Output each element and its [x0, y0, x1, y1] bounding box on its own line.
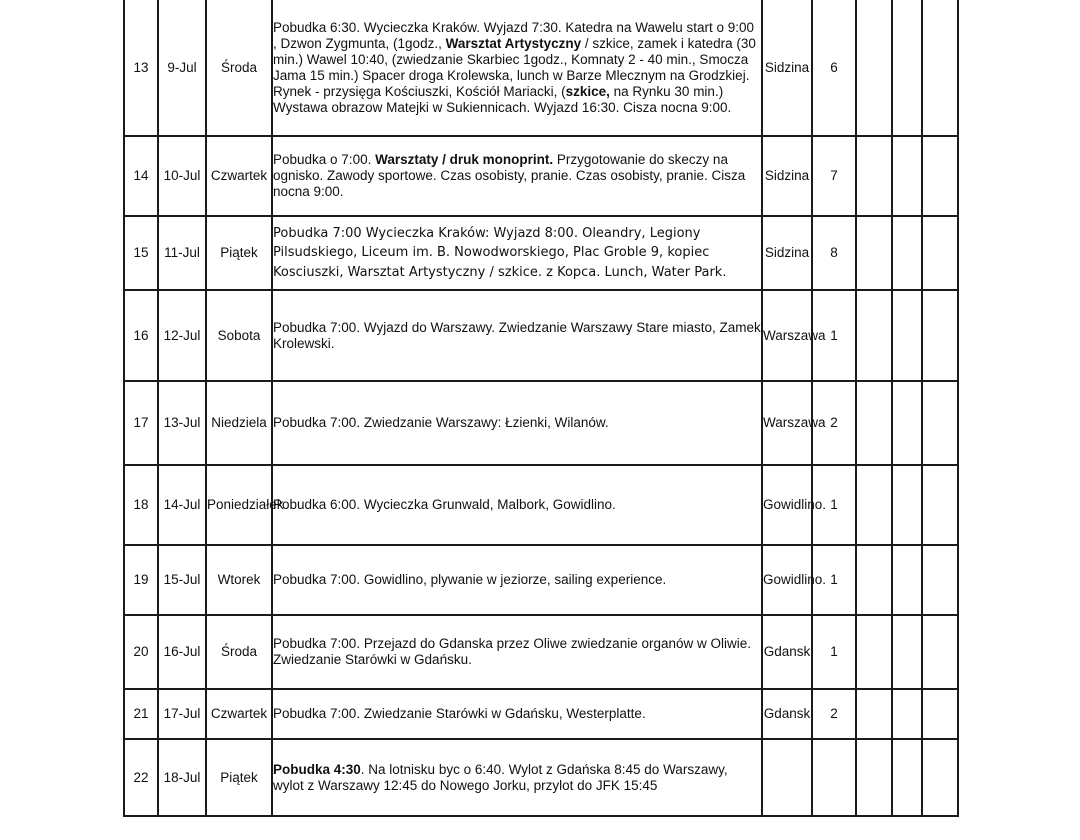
- date-cell: 15-Jul: [158, 545, 206, 615]
- empty-cell: [856, 0, 892, 136]
- empty-cell: [892, 465, 922, 545]
- table-row: [124, 0, 958, 136]
- activity-description: [273, 572, 761, 588]
- empty-cell: [922, 290, 958, 381]
- location-cell: Warszawa: [762, 290, 812, 381]
- count-cell: 7: [812, 136, 856, 216]
- empty-cell: [892, 381, 922, 465]
- empty-cell: [856, 465, 892, 545]
- text-segment: . Na lotnisku byc o 6:40. Wylot z Gdańska 8:45 do Warszawy, wylot z Warszawy 12:45 do Nowego Jorku, przylot do JFK 15:45: [273, 761, 728, 793]
- count-cell: [812, 739, 856, 816]
- empty-cell: [922, 216, 958, 290]
- empty-cell: [892, 739, 922, 816]
- count-cell: 1: [812, 465, 856, 545]
- count-cell: 1: [812, 615, 856, 689]
- day-number-cell: 17: [124, 381, 158, 465]
- bold-text-segment: Warsztat Artystyczny: [445, 35, 582, 51]
- activity-description: [273, 636, 761, 668]
- empty-cell: [892, 290, 922, 381]
- day-number-cell: 16: [124, 290, 158, 381]
- itinerary-rows: [124, 0, 958, 816]
- date-cell: 13-Jul: [158, 381, 206, 465]
- count-cell: 8: [812, 216, 856, 290]
- table-row: [124, 545, 958, 615]
- empty-cell: [856, 545, 892, 615]
- empty-cell: [892, 216, 922, 290]
- weekday-cell: Niedziela: [206, 381, 272, 465]
- text-segment: Pobudka 7:00. Wyjazd do Warszawy. Zwiedzanie Warszawy Stare miasto, Zamek Krolewski.: [273, 319, 761, 351]
- day-number-cell: 15: [124, 216, 158, 290]
- text-segment: Pobudka 7:00. Przejazd do Gdanska przez Oliwe zwiedzanie organów w Oliwie. Zwiedzanie Starówki w Gdańsku.: [273, 636, 751, 667]
- activity-description: [273, 706, 761, 722]
- empty-cell: [922, 545, 958, 615]
- activity-description-cell: [272, 615, 762, 689]
- day-number-cell: 18: [124, 465, 158, 545]
- bold-text-segment: szkice,: [565, 83, 610, 99]
- empty-cell: [856, 216, 892, 290]
- table-row: [124, 136, 958, 216]
- activity-description: [273, 415, 761, 431]
- empty-cell: [856, 739, 892, 816]
- table-row: [124, 689, 958, 739]
- text-segment: Pobudka o 7:00.: [273, 152, 376, 167]
- date-cell: 18-Jul: [158, 739, 206, 816]
- activity-description-cell: [272, 465, 762, 545]
- location-cell: Gowidlino.: [762, 465, 812, 545]
- activity-description: [273, 497, 761, 513]
- count-cell: 6: [812, 0, 856, 136]
- text-segment: Pobudka 6:30. Wycieczka Kraków. Wyjazd 7:30. Katedra na Wawelu start o 9:00 , Dzwon Zygmunta, (1godz.,: [273, 19, 755, 51]
- itinerary-table: [123, 0, 959, 817]
- empty-cell: [856, 689, 892, 739]
- table-row: [124, 381, 958, 465]
- date-cell: 11-Jul: [158, 216, 206, 290]
- table-row: [124, 216, 958, 290]
- activity-description-cell: [272, 136, 762, 216]
- activity-description-cell: [272, 739, 762, 816]
- date-cell: 12-Jul: [158, 290, 206, 381]
- empty-cell: [892, 615, 922, 689]
- text-segment: / szkice, zamek i katedra (30 min.) Wawel 10:40, (zwiedzanie Skarbiec 1godz., Komnaty 2 - 40 min., Smocza Jama 15 min.) Spacer droga Krolewska, lunch w Barze Mlecznym na Grodzkiej. Rynek - przysięga Kościuszki, Kościół Mariacki, (: [273, 35, 756, 99]
- activity-description-cell: [272, 290, 762, 381]
- count-cell: 2: [812, 689, 856, 739]
- activity-description-cell: [272, 545, 762, 615]
- bold-text-segment: Warsztaty / druk monoprint.: [375, 152, 554, 167]
- empty-cell: [892, 136, 922, 216]
- location-cell: Sidzina: [762, 216, 812, 290]
- empty-cell: [856, 136, 892, 216]
- activity-description-cell: [272, 689, 762, 739]
- empty-cell: [892, 689, 922, 739]
- activity-description-cell: [272, 381, 762, 465]
- location-cell: Warszawa: [762, 381, 812, 465]
- count-cell: 1: [812, 290, 856, 381]
- weekday-cell: Piątek: [206, 216, 272, 290]
- location-cell: Sidzina: [762, 136, 812, 216]
- location-cell: Gowidlino.: [762, 545, 812, 615]
- day-number-cell: 13: [124, 0, 158, 136]
- text-segment: Pobudka 7:00 Wycieczka Kraków: Wyjazd 8:00. Oleandry, Legiony Pilsudskiego, Liceum im. B. Nowodworskiego, Plac Groble 9, kopiec Kosciuszki, Warsztat Artystyczny / szkice. z Kopca. Lunch, Water Park.: [273, 225, 727, 280]
- empty-cell: [922, 465, 958, 545]
- location-cell: Gdansk: [762, 689, 812, 739]
- location-cell: [762, 739, 812, 816]
- activity-description: [273, 320, 761, 352]
- empty-cell: [922, 136, 958, 216]
- date-cell: 17-Jul: [158, 689, 206, 739]
- text-segment: Pobudka 7:00. Zwiedzanie Starówki w Gdańsku, Westerplatte.: [273, 706, 646, 721]
- text-segment: Pobudka 7:00. Zwiedzanie Warszawy: Łzienki, Wilanów.: [273, 415, 609, 430]
- activity-description-cell: [272, 0, 762, 136]
- empty-cell: [922, 689, 958, 739]
- weekday-cell: Wtorek: [206, 545, 272, 615]
- bold-text-segment: Pobudka 4:30: [273, 761, 361, 777]
- activity-description: [273, 224, 761, 283]
- activity-description: [273, 762, 761, 794]
- empty-cell: [856, 615, 892, 689]
- weekday-cell: Środa: [206, 0, 272, 136]
- table-row: [124, 739, 958, 816]
- count-cell: 2: [812, 381, 856, 465]
- empty-cell: [922, 381, 958, 465]
- table-row: [124, 465, 958, 545]
- day-number-cell: 22: [124, 739, 158, 816]
- text-segment: Przygotowanie do skeczy na ognisko. Zawody sportowe. Czas osobisty, pranie. Czas osobisty, pranie. Cisza nocna 9:00.: [273, 152, 746, 199]
- activity-description: [273, 20, 761, 116]
- day-number-cell: 21: [124, 689, 158, 739]
- location-cell: Gdansk: [762, 615, 812, 689]
- count-cell: 1: [812, 545, 856, 615]
- weekday-cell: Sobota: [206, 290, 272, 381]
- day-number-cell: 20: [124, 615, 158, 689]
- empty-cell: [856, 381, 892, 465]
- date-cell: 9-Jul: [158, 0, 206, 136]
- weekday-cell: Czwartek: [206, 136, 272, 216]
- date-cell: 10-Jul: [158, 136, 206, 216]
- day-number-cell: 19: [124, 545, 158, 615]
- day-number-cell: 14: [124, 136, 158, 216]
- activity-description-cell: [272, 216, 762, 290]
- empty-cell: [892, 0, 922, 136]
- text-segment: na Rynku 30 min.) Wystawa obrazow Matejki w Sukiennicach. Wyjazd 16:30. Cisza nocna 9:00.: [273, 83, 732, 115]
- empty-cell: [892, 545, 922, 615]
- table-row: [124, 615, 958, 689]
- weekday-cell: Czwartek: [206, 689, 272, 739]
- table-row: [124, 290, 958, 381]
- text-segment: Pobudka 7:00. Gowidlino, plywanie w jeziorze, sailing experience.: [273, 572, 667, 587]
- empty-cell: [922, 615, 958, 689]
- date-cell: 14-Jul: [158, 465, 206, 545]
- activity-description: [273, 152, 761, 200]
- empty-cell: [856, 290, 892, 381]
- date-cell: 16-Jul: [158, 615, 206, 689]
- weekday-cell: Poniedziałek: [206, 465, 272, 545]
- text-segment: Pobudka 6:00. Wycieczka Grunwald, Malbork, Gowidlino.: [273, 497, 616, 512]
- weekday-cell: Środa: [206, 615, 272, 689]
- empty-cell: [922, 0, 958, 136]
- weekday-cell: Piątek: [206, 739, 272, 816]
- empty-cell: [922, 739, 958, 816]
- location-cell: Sidzina: [762, 0, 812, 136]
